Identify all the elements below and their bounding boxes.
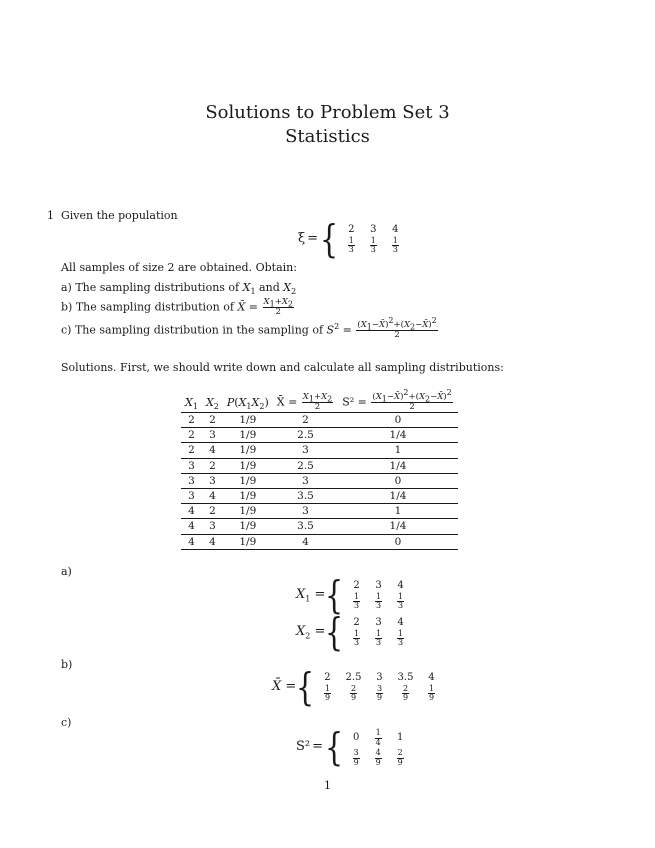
x1-prob-num: 1: [354, 591, 360, 601]
x2-value: 3: [375, 616, 382, 628]
s2-header: S² =: [342, 395, 367, 409]
s2-value-num: 1: [375, 728, 381, 737]
table-cell: 1/9: [223, 413, 273, 428]
table-cell: 1/4: [338, 428, 457, 443]
pop-prob-den: 3: [370, 245, 376, 254]
pop-prob-den: 3: [348, 245, 354, 254]
x1-distribution: $X_1$ = { 2 3 4 $\frac{1}{3}$ $\frac{1}{3}$ $\frac{1}{3}$: [296, 576, 412, 614]
table-cell: 4: [273, 534, 338, 549]
table-cell: 1: [338, 443, 457, 458]
xbar-prob-num: 3: [376, 683, 383, 693]
table-cell: 1/9: [223, 473, 273, 488]
table-cell: 4: [181, 534, 202, 549]
pop-prob-num: 1: [392, 235, 398, 245]
table-cell: 4: [202, 534, 223, 549]
pop-prob-num: 1: [348, 235, 354, 245]
table-row: [181, 504, 458, 519]
xbar-prob-den: 9: [376, 693, 383, 702]
table-cell: 4: [181, 519, 202, 534]
x2-prob-num: 1: [354, 628, 360, 638]
pop-prob-den: 3: [392, 245, 398, 254]
page-number: 1: [324, 779, 331, 792]
x1-prob-den: 3: [354, 601, 360, 610]
table-cell: 3.5: [273, 488, 338, 503]
xbar-prob-num: 1: [324, 683, 331, 693]
x1-prob-num: 1: [376, 591, 382, 601]
table-cell: 0: [338, 534, 457, 549]
xbar-distribution: X̄ = { 2 2.5 3 3.5 4 $\frac{1}{9}$ $\frac{2}{9}$ $\frac{3}{9}$ $\frac{2}{9}$ $\frac{1}{9}$: [272, 668, 442, 706]
left-brace: {: [325, 725, 344, 769]
pop-value: 4: [392, 223, 399, 235]
left-brace: {: [320, 217, 339, 261]
task-intro: All samples of size 2 are obtained. Obtain:: [61, 261, 297, 274]
table-row: [181, 413, 458, 428]
table-cell: 1: [338, 504, 457, 519]
page-subtitle: Statistics: [285, 126, 370, 147]
table-row: [181, 458, 458, 473]
s2-prob-den: 9: [375, 757, 381, 767]
table-cell: 1/9: [223, 534, 273, 549]
s2-prob-den: 9: [353, 757, 359, 767]
problem-intro: Given the population: [61, 209, 178, 222]
table-cell: 1/4: [338, 519, 457, 534]
s2-distribution: S² = { 0 $\frac{1}{4}$ 1 $\frac{3}{9}$ $\frac{4}{9}$ $\frac{2}{9}$: [296, 727, 411, 767]
x1-value: 3: [375, 579, 382, 591]
table-cell: 1/9: [223, 458, 273, 473]
x2-prob-den: 3: [354, 638, 360, 647]
table-cell: 3: [273, 504, 338, 519]
answer-c-label: c): [61, 716, 72, 729]
x1-prob-den: 3: [376, 601, 382, 610]
part-a-text: a) The sampling distributions of: [61, 281, 240, 294]
xbar-prob-den: 9: [428, 693, 435, 702]
pop-value: 2: [348, 223, 355, 235]
xbar-prob-num: 2: [350, 683, 357, 693]
problem-number: 1: [47, 209, 54, 222]
table-cell: 0: [338, 473, 457, 488]
table-cell: 4: [202, 443, 223, 458]
pop-value: 3: [370, 223, 377, 235]
table-cell: 1/9: [223, 488, 273, 503]
xbar-prob-den: 9: [402, 693, 409, 702]
answer-b-label: b): [61, 658, 73, 671]
table-cell: 3: [202, 473, 223, 488]
table-row: [181, 443, 458, 458]
part-b-text: b) The sampling distribution of: [61, 300, 234, 314]
table-cell: 1/9: [223, 443, 273, 458]
table-cell: 2: [273, 413, 338, 428]
table-cell: 3: [273, 473, 338, 488]
part-a: a) The sampling distributions of $X_1$ and $X_2$: [61, 281, 297, 297]
table-cell: 3: [181, 488, 202, 503]
table-cell: 2: [202, 413, 223, 428]
page-title: Solutions to Problem Set 3: [205, 102, 450, 123]
x1-value: 2: [353, 579, 360, 591]
table-cell: 1/4: [338, 488, 457, 503]
table-cell: 3.5: [273, 519, 338, 534]
s2-value: 1: [397, 731, 404, 743]
table-cell: 4: [181, 504, 202, 519]
part-c: c) The sampling distribution in the sampling of $S^2$ = $\frac{(X_1-X̄)^2+(X_2-X̄)^2}{2}$: [61, 316, 437, 340]
s2-symbol: S²: [296, 739, 311, 754]
xbar-prob-num: 2: [402, 683, 409, 693]
table-cell: 3: [273, 443, 338, 458]
solutions-text: Solutions. First, we should write down and calculate all sampling distributions:: [61, 361, 504, 374]
table-cell: 2: [181, 443, 202, 458]
table-cell: 4: [202, 488, 223, 503]
table-cell: 1/4: [338, 458, 457, 473]
x2-prob-den: 3: [376, 638, 382, 647]
s2-prob-num: 3: [353, 748, 359, 757]
table-cell: 3: [202, 428, 223, 443]
left-brace: {: [325, 573, 344, 617]
pop-prob-num: 1: [370, 235, 376, 245]
population-distribution: ξ = { 2 3 4 $\frac{1}{3}$ $\frac{1}{3}$ $\frac{1}{3}$: [298, 220, 406, 258]
sampling-table: $X_1$ $X_2$ $P(X_1X_2)$ X̄ = $\frac{X_1+X_2}{2}$ S² = $\frac{(X_1-X̄)^2+(X_2-X̄)^2}{2}$ 2 2 1/9 2 0 2 3 1/9 2.5 1/4 2 4 1/9 3 1 3 2 1/9 2.5 1/4 3 3 1/9 3 0 3 4 1/9 3.5 1/4 4 2 1/9 3 1 4 3 1/9 3.5 1/4 4 4 1/9 4 0: [181, 393, 458, 550]
x2-prob-num: 1: [376, 628, 382, 638]
xbar-prob-den: 9: [350, 693, 357, 702]
x2-value: 2: [353, 616, 360, 628]
x1-prob-den: 3: [398, 601, 404, 610]
table-cell: 2: [202, 504, 223, 519]
table-cell: 2: [181, 413, 202, 428]
x1-prob-num: 1: [398, 591, 404, 601]
table-row: [181, 428, 458, 443]
table-row: [181, 519, 458, 534]
part-b: b) The sampling distribution of X̄ = $\frac{X_1+X_2}{2}$: [61, 297, 293, 317]
table-cell: 2.5: [273, 428, 338, 443]
xbar-value: 2: [324, 671, 331, 683]
x2-distribution: $X_2$ = { 2 3 4 $\frac{1}{3}$ $\frac{1}{3}$ $\frac{1}{3}$: [296, 613, 412, 651]
left-brace: {: [325, 610, 344, 654]
table-cell: 1/9: [223, 504, 273, 519]
x2-value: 4: [397, 616, 404, 628]
table-cell: 3: [181, 458, 202, 473]
xbar-prob-num: 1: [428, 683, 435, 693]
xbar-value: 3.5: [397, 671, 414, 683]
xbar-value: 2.5: [345, 671, 362, 683]
table-row: [181, 473, 458, 488]
population-symbol: ξ: [298, 231, 306, 246]
table-row: [181, 488, 458, 503]
table-cell: 0: [338, 413, 457, 428]
x2-prob-den: 3: [398, 638, 404, 647]
left-brace: {: [296, 665, 315, 709]
xbar-value: 4: [428, 671, 435, 683]
x1-value: 4: [397, 579, 404, 591]
s2-prob-num: 2: [397, 748, 403, 757]
s2-value-den: 4: [375, 737, 381, 747]
xbar-header: X̄ =: [276, 395, 298, 409]
part-c-text: c) The sampling distribution in the sampling of: [61, 323, 324, 337]
answer-a-label: a): [61, 565, 72, 578]
s2-value: 0: [353, 731, 360, 743]
xbar-value: 3: [376, 671, 383, 683]
table-cell: 1/9: [223, 428, 273, 443]
table-row: [181, 534, 458, 549]
s2-prob-den: 9: [397, 757, 403, 767]
table-cell: 3: [181, 473, 202, 488]
x2-prob-num: 1: [398, 628, 404, 638]
table-cell: 1/9: [223, 519, 273, 534]
table-cell: 2.5: [273, 458, 338, 473]
s2-prob-num: 4: [375, 748, 381, 757]
table-cell: 2: [202, 458, 223, 473]
xbar-prob-den: 9: [324, 693, 331, 702]
table-cell: 3: [202, 519, 223, 534]
table-cell: 2: [181, 428, 202, 443]
